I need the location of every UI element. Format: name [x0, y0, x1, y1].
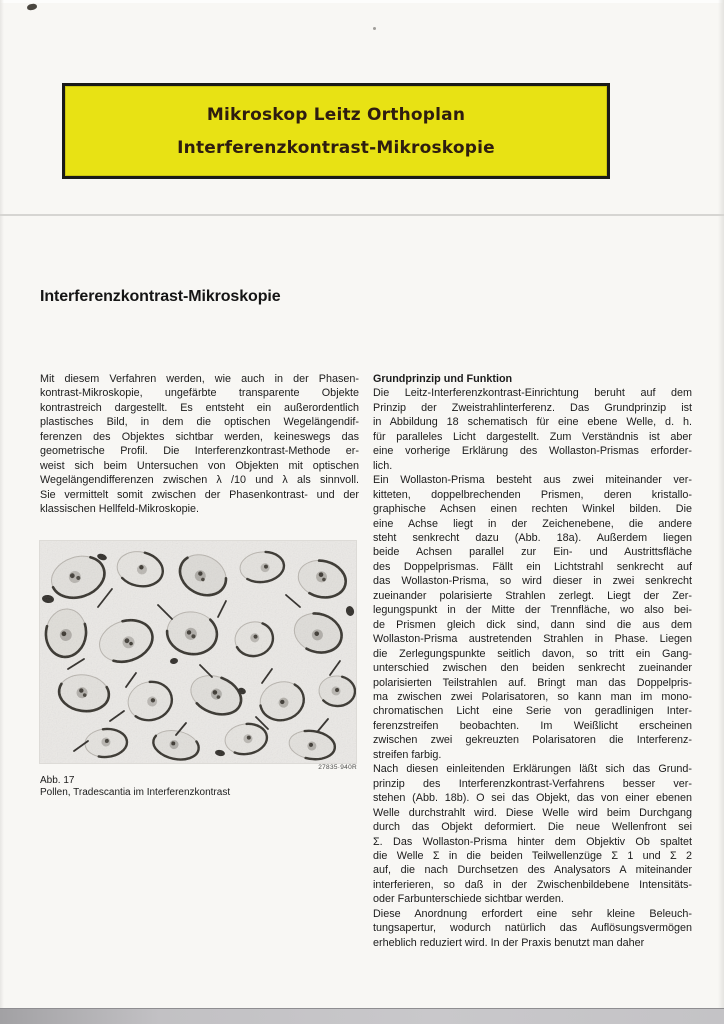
text-line: zwischen zwei gekreuzten Polarisatoren die Interferenz- [373, 734, 692, 747]
text-line: durch das Objekt deformiert. Die neue Wellenfront sei [373, 821, 692, 834]
text-line: erheblich reduziert wird. In der Praxis benutzt man daher [373, 936, 645, 949]
text-line: interferieren, so daß in der Zwischenbildebene Intensitäts- [373, 878, 692, 891]
text-line: kitteten, doppelbrechenden Prismen, deren kristallo- [373, 488, 692, 501]
text-line: Wollaston-Prisma austretenden Strahlen in Phase. Liegen [373, 633, 692, 646]
text-line: die Welle Σ in die beiden Teilwellenzüge Σ 1 und Σ 2 [373, 849, 692, 862]
scan-artifact-dot [373, 27, 376, 30]
figure-label: Abb. 17 [40, 774, 75, 786]
figure-abb17 [40, 541, 359, 800]
text-line: plastisches Bild, in dem die optischen Wegelängendif- [40, 416, 359, 429]
text-line: kontrastreich dargestellt. Es entsteht ein außerordentlich [40, 401, 359, 414]
two-column-body [40, 372, 692, 950]
text-line: graphische Achsen einen rechten Winkel bilden. Die [373, 503, 692, 516]
left-column [40, 372, 359, 950]
text-line: Die Leitz-Interferenzkontrast-Einrichtung beruht auf dem [373, 387, 692, 400]
figure-caption-text: Pollen, Tradescantia im Interferenzkontrast [40, 787, 231, 799]
scan-edge-top [0, 0, 724, 3]
text-line: chromatischen Licht eine Serie von geradlinigen Inter- [373, 705, 692, 718]
text-line: ma zwischen zwei Polarisatoren, so kann man im mono- [373, 690, 692, 703]
text-line: kontrast-Mikroskopie, ungefärbte transparente Objekte [40, 387, 359, 400]
text-line: steht senkrecht dazu (Abb. 18a). Außerdem liegen [373, 531, 692, 544]
text-line: Mit diesem Verfahren werden, wie auch in der Phasen- [40, 373, 359, 385]
text-line: geometrische Profil. Die Interferenzkontrast-Methode er- [40, 445, 359, 458]
text-line: Nach diesen einleitenden Erklärungen läßt sich das Grund- [373, 763, 692, 776]
figure-ref-number: 27835·940R [318, 763, 357, 771]
text-line: auf, die nach Durchsetzen des Analysators A miteinander [373, 864, 692, 877]
text-line: Prinzip der Zweistrahlinterferenz. Das Grundprinzip ist [373, 401, 692, 414]
scan-edge-bottom [0, 1008, 724, 1024]
title-banner [62, 83, 610, 179]
text-line: streifen farbig. [373, 748, 442, 761]
text-line: legungspunkt in der Mitte der Trennfläche, wo also bei- [373, 604, 692, 617]
section-heading: Grundprinzip und Funktion [373, 373, 513, 385]
text-line: weist sich beim Untersuchen von Objekten mit optischen [40, 459, 359, 472]
text-line: die Zerlegungspunkte seitlich davon, so tritt ein Gang- [373, 647, 692, 660]
right-column [373, 372, 692, 950]
text-line: polarisierten Teilstrahlen auf. Bringt man das Doppelpris- [373, 676, 692, 689]
scan-edge-right [718, 0, 724, 1024]
text-line: stehen (Abb. 18b). O sei das Objekt, das von einer ebenen [373, 792, 692, 805]
text-line: des Doppelprismas. Fällt ein Lichtstrahl senkrecht auf [373, 560, 692, 573]
page-title: Interferenzkontrast-Mikroskopie [40, 288, 281, 305]
text-line: das Wollaston-Prisma, so wird dieser in zwei senkrecht [373, 575, 692, 588]
body-paragraphs [373, 386, 692, 950]
text-line: Sie vermittelt somit zwischen der Phasenkontrast- und der [40, 488, 359, 501]
text-line: Welle durchstrahlt wird. Diese Welle wird beim Durchgang [373, 806, 692, 819]
text-line: lich. [373, 459, 393, 472]
text-line: in Abbildung 18 schematisch für eine ebene Welle, d. h. [373, 416, 692, 429]
section-divider [0, 214, 724, 216]
text-line: klassischen Hellfeld-Mikroskopie. [40, 503, 200, 516]
text-line: zueinander polarisierte Strahlen zerlegt. Liegt der Zer- [373, 589, 692, 602]
text-line: Ein Wollaston-Prisma besteht aus zwei miteinander ver- [373, 474, 692, 487]
text-line: Wegelängendifferenzen zwischen λ /10 und λ als sinnvoll. [40, 474, 359, 487]
banner-title-line1: Mikroskop Leitz Orthoplan [206, 104, 466, 125]
figure-caption [40, 775, 359, 800]
text-line: ferenzstreifen beobachten. Im Weißlicht erscheinen [373, 719, 692, 732]
micrograph-image [40, 541, 356, 763]
text-line: für paralleles Licht dargestellt. Zum Verständnis ist aber [373, 430, 692, 443]
text-line: eine vorherige Erklärung des Wollaston-Prismas erforder- [373, 445, 692, 458]
banner-title-line2: Interferenzkontrast-Mikroskopie [177, 137, 495, 158]
text-line: de Prismen gleich dick sind, dann sind die aus dem [373, 618, 692, 631]
text-line: unterschied zwischen den beiden senkrecht zueinander [373, 662, 692, 675]
text-line: beide Achsen parallel zur Ein- und Austrittsfläche [373, 546, 692, 559]
text-line: ferenzen des Objektes sichtbar werden, keineswegs das [40, 430, 359, 443]
text-line: oder Farbunterschiede sichtbar werden. [373, 893, 564, 906]
text-line: tungsapertur, wodurch natürlich das Auflösungsvermögen [373, 922, 692, 935]
scan-edge-left [0, 0, 4, 1024]
text-line: Σ. Das Wollaston-Prisma hinter dem Objektiv Ob spaltet [373, 835, 692, 848]
text-line: Diese Anordnung erfordert eine sehr kleine Beleuch- [373, 907, 692, 920]
intro-paragraph [40, 372, 359, 517]
text-line: prinzip des Interferenzkontrast-Verfahrens besser ver- [373, 777, 692, 790]
text-line: eine Achse liegt in der Zeichenebene, die andere [373, 517, 692, 530]
scan-artifact-speck [26, 3, 37, 11]
